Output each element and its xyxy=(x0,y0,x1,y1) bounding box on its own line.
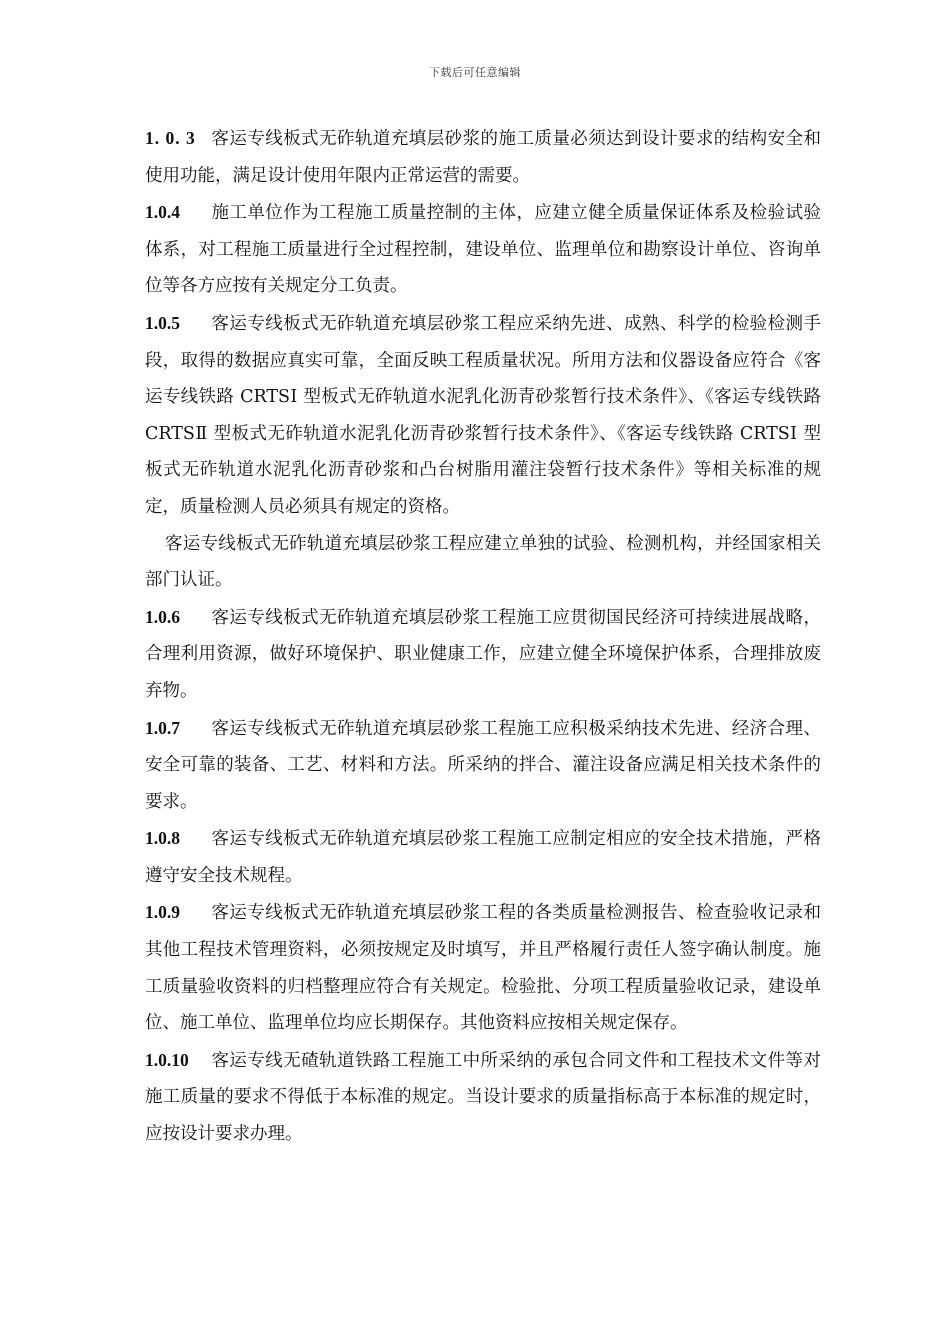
clause-number: 1.0.10 xyxy=(145,1049,189,1070)
clause-1-0-5-continued xyxy=(145,526,821,599)
clause-number: 1.0.6 xyxy=(145,606,180,627)
clause-number: 1.0.4 xyxy=(145,202,180,223)
clause-text: 客运专线板式无砟轨道充填层砂浆工程应采纳先进、成熟、科学的检验检测手段，取得的数据应真实可靠，全面反映工程质量状况。所用方法和仪器设备应符合《客运专线铁路 CRTSⅠ 型板式无砟轨道水泥乳化沥青砂浆暂行技术条件》、《客运专线铁路 CRTSⅡ 型板式无砟轨道水泥乳化沥青砂浆暂行技术条件》、《客运专线铁路 CRTSⅠ 型板式无砟轨道水泥乳化沥青砂浆和凸台树脂用灌注袋暂行技术条件》等相关标准的规定，质量检测人员必须具有规定的资格。 xyxy=(145,313,821,517)
clause-text: 客运专线无碴轨道铁路工程施工中所采纳的承包合同文件和工程技术文件等对施工质量的要求不得低于本标准的规定。当设计要求的质量指标高于本标准的规定时，应按设计要求办理。 xyxy=(145,1050,821,1145)
clause-1-0-6 xyxy=(145,599,821,710)
clause-number: 1.0.9 xyxy=(145,902,180,923)
clause-number: 1.0.7 xyxy=(145,717,180,738)
clause-number: 1.0.8 xyxy=(145,828,180,849)
clause-1-0-9 xyxy=(145,894,821,1041)
clause-1-0-3 xyxy=(145,120,821,194)
clause-text: 客运专线板式无砟轨道充填层砂浆工程施工应贯彻国民经济可持续进展战略，合理利用资源，做好环境保护、职业健康工作，应建立健全环境保护体系，合理排放废弃物。 xyxy=(145,607,821,701)
clause-text: 客运专线板式无砟轨道充填层砂浆的施工质量必须达到设计要求的结构安全和使用功能，满足设计使用年限内正常运营的需要。 xyxy=(145,129,821,186)
page-header: 下载后可任意编辑 xyxy=(429,66,521,79)
document-body xyxy=(145,120,821,1153)
clause-number: 1.0.5 xyxy=(145,312,180,333)
clause-1-0-4 xyxy=(145,194,821,305)
clause-number: 1. 0. 3 xyxy=(145,128,196,148)
clause-1-0-7 xyxy=(145,710,821,821)
clause-text: 客运专线板式无砟轨道充填层砂浆工程施工应积极采纳技术先进、经济合理、安全可靠的装备、工艺、材料和方法。所采纳的拌合、灌注设备应满足相关技术条件的要求。 xyxy=(145,718,821,812)
clause-text: 施工单位作为工程施工质量控制的主体，应建立健全质量保证体系及检验试验体系，对工程施工质量进行全过程控制，建设单位、监理单位和勘察设计单位、咨询单位等各方应按有关规定分工负责。 xyxy=(145,203,821,297)
clause-text: 客运专线板式无砟轨道充填层砂浆工程应建立单独的试验、检测机构，并经国家相关部门认证。 xyxy=(145,533,821,591)
clause-1-0-5 xyxy=(145,305,821,526)
clause-1-0-10 xyxy=(145,1042,821,1153)
clause-text: 客运专线板式无砟轨道充填层砂浆工程施工应制定相应的安全技术措施，严格遵守安全技术规程。 xyxy=(145,829,821,886)
clause-1-0-8 xyxy=(145,820,821,894)
clause-text: 客运专线板式无砟轨道充填层砂浆工程的各类质量检测报告、检查验收记录和其他工程技术管理资料，必须按规定及时填写，并且严格履行责任人签字确认制度。施工质量验收资料的归档整理应符合有关规定。检验批、分项工程质量验收记录，建设单位、施工单位、监理单位均应长期保存。其他资料应按相关规定保存。 xyxy=(145,903,821,1034)
